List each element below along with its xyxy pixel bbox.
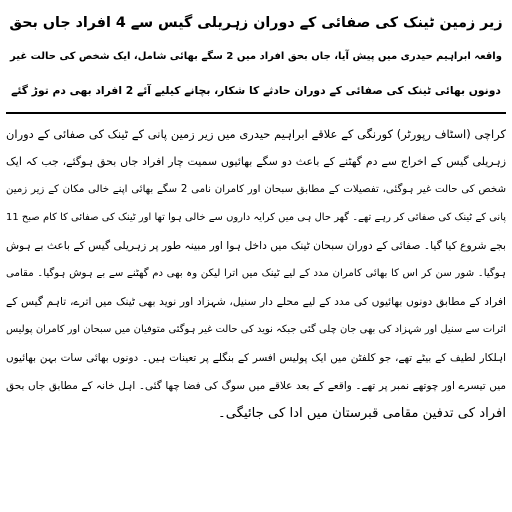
body-line: کراچی (اسٹاف رپورٹر) کورنگی کے علاقے ابراہیم حیدری میں زیر زمین پانی کے ٹینک کی صفائی کے دوران [6, 127, 506, 141]
body-line: میں تیسرے اور چوتھے نمبر پر تھے۔ واقعے کے بعد علاقے میں سوگ کی فضا چھا گئی۔ اہل خانہ کے مطابق جاں بحق [6, 380, 506, 392]
body-line: ہوگیا۔ شور سن کر اس کا بھائی کامران مدد کے لیے ٹینک میں اترا لیکن وہ بھی دم گھٹنے سے بے ہوش ہوگیا۔ مقامی [6, 268, 506, 279]
headline-main: زیر زمین ٹینک کی صفائی کے دوران زہریلی گیس سے 4 افراد جاں بحق [9, 15, 503, 31]
body-line: بجے شروع کیا گیا۔ صفائی کے دوران سبحان ٹینک میں داخل ہوا اور مبینہ طور پر زہریلی گیس کے باعث بے ہوش [6, 239, 506, 252]
article-body [6, 114, 506, 428]
body-line: پانی کے ٹینک کی صفائی کر رہے تھے۔ گھر حال ہی میں کرایہ داروں سے خالی ہوا تھا اور ٹینک کی صفائی کا کام صبح 11 [6, 212, 506, 223]
headline-sub-2: دونوں بھائی ٹینک کی صفائی کے دوران حادثے کا شکار، بچانے کیلیے آئے 2 افراد بھی دم توڑ گئے [11, 84, 501, 97]
body-line: اثرات سے سنیل اور شہزاد کی بھی جان چلی گئی جبکہ نوید کی حالت غیر ہوگئی متوفیان میں سبحان اور کامران پولیس [6, 324, 506, 335]
news-article [6, 4, 506, 508]
body-line: اہلکار لطیف کے بیٹے تھے، جو کلفٹن میں ایک پولیس افسر کے بنگلے پر تعینات ہیں۔ دونوں بھائی سات بہن بھائیوں [6, 352, 506, 364]
body-line: زہریلی گیس کے اخراج سے دم گھٹنے کے باعث دو سگے بھائیوں سمیت چار افراد جاں بحق ہوگئے، جب کہ ایک [6, 155, 506, 168]
body-line: شخص کی حالت غیر ہوگئی، تفصیلات کے مطابق سبحان اور کامران نامی 2 سگے بھائی اپنے خالی مکان کے زیر زمین [6, 184, 506, 195]
headline-sub-1: واقعہ ابراہیم حیدری میں پیش آیا، جاں بحق افراد میں 2 سگے بھائی شامل، ایک شخص کی حالت غیر [10, 51, 502, 62]
body-line: افراد کے مطابق دونوں بھائیوں کی مدد کے لیے محلے دار سنیل، شہزاد اور نوید بھی ٹینک میں اترے، تاہم گیس کے [6, 295, 506, 308]
body-line-last: افراد کی تدفین مقامی قبرستان میں ادا کی جائیگی۔ [218, 406, 506, 421]
headline-block [6, 4, 506, 114]
